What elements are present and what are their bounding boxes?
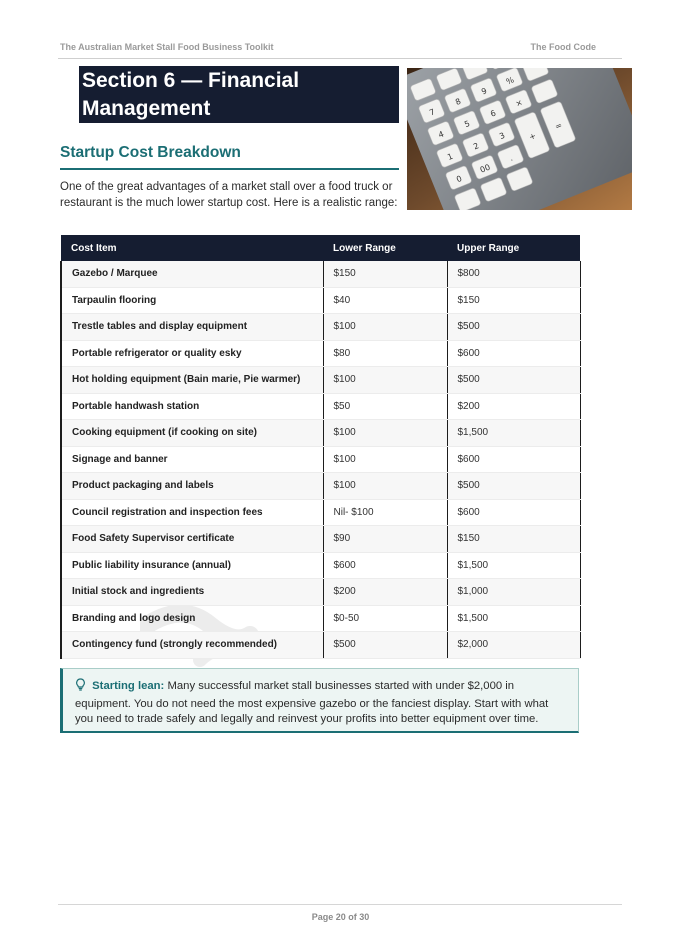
lower-range-cell: $100 bbox=[323, 420, 447, 447]
lower-range-cell: Nil- $100 bbox=[323, 499, 447, 526]
upper-range-cell: $150 bbox=[447, 526, 580, 553]
svg-text:+: + bbox=[527, 131, 538, 142]
table-header-row bbox=[61, 235, 580, 261]
svg-text:6: 6 bbox=[489, 108, 498, 119]
column-header-upper-range: Upper Range bbox=[447, 235, 580, 261]
svg-text:7: 7 bbox=[428, 107, 437, 118]
cost-item-cell: Contingency fund (strongly recommended) bbox=[61, 632, 323, 659]
running-header-brand: The Food Code bbox=[530, 42, 596, 52]
running-header-title: The Australian Market Stall Food Business Toolkit bbox=[60, 42, 274, 52]
table-row bbox=[61, 446, 580, 473]
table-row bbox=[61, 552, 580, 579]
table-row bbox=[61, 367, 580, 394]
lower-range-cell: $90 bbox=[323, 526, 447, 553]
subsection-underline bbox=[60, 168, 399, 170]
cost-item-cell: Trestle tables and display equipment bbox=[61, 314, 323, 341]
tip-callout bbox=[60, 668, 579, 733]
table-row bbox=[61, 605, 580, 632]
svg-text:00: 00 bbox=[478, 162, 492, 175]
lower-range-cell: $100 bbox=[323, 473, 447, 500]
callout-text: Many successful market stall businesses started with under $2,000 in equipment. You do not need the most expensive gazebo or the fanciest display. Start with what you need to trade safely and legally and reinvest your profits into better equipment over time. bbox=[75, 680, 549, 725]
upper-range-cell: $150 bbox=[447, 287, 580, 314]
table-row bbox=[61, 314, 580, 341]
cost-item-cell: Food Safety Supervisor certificate bbox=[61, 526, 323, 553]
intro-paragraph: One of the great advantages of a market stall over a food truck or restaurant is the much lower startup cost. Here is a realistic range: bbox=[60, 181, 398, 209]
upper-range-cell: $600 bbox=[447, 340, 580, 367]
svg-text:0: 0 bbox=[455, 174, 464, 185]
lower-range-cell: $600 bbox=[323, 552, 447, 579]
upper-range-cell: $2,000 bbox=[447, 632, 580, 659]
lower-range-cell: $500 bbox=[323, 632, 447, 659]
upper-range-cell: $600 bbox=[447, 446, 580, 473]
svg-text:1: 1 bbox=[446, 151, 455, 163]
cost-item-cell: Portable handwash station bbox=[61, 393, 323, 420]
svg-text:%: % bbox=[504, 75, 516, 87]
lower-range-cell: $100 bbox=[323, 367, 447, 394]
svg-text:9: 9 bbox=[480, 86, 489, 97]
header-divider bbox=[58, 58, 622, 59]
subsection-title: Startup Cost Breakdown bbox=[60, 144, 241, 161]
cost-item-cell: Initial stock and ingredients bbox=[61, 579, 323, 606]
cost-item-cell: Hot holding equipment (Bain marie, Pie warmer) bbox=[61, 367, 323, 394]
upper-range-cell: $500 bbox=[447, 367, 580, 394]
cost-item-cell: Portable refrigerator or quality esky bbox=[61, 340, 323, 367]
cost-item-cell: Council registration and inspection fees bbox=[61, 499, 323, 526]
calculator-photo bbox=[407, 68, 632, 210]
table-row bbox=[61, 287, 580, 314]
upper-range-cell: $800 bbox=[447, 261, 580, 287]
upper-range-cell: $1,500 bbox=[447, 605, 580, 632]
lower-range-cell: $50 bbox=[323, 393, 447, 420]
svg-text:2: 2 bbox=[472, 141, 481, 152]
cost-item-cell: Branding and logo design bbox=[61, 605, 323, 632]
callout-lead: Starting lean: bbox=[92, 680, 165, 692]
lower-range-cell: $0-50 bbox=[323, 605, 447, 632]
lower-range-cell: $40 bbox=[323, 287, 447, 314]
table-row bbox=[61, 393, 580, 420]
svg-text:4: 4 bbox=[437, 129, 446, 140]
cost-item-cell: Product packaging and labels bbox=[61, 473, 323, 500]
section-title: Section 6 — Financial Management bbox=[79, 66, 399, 123]
svg-text:8: 8 bbox=[454, 96, 463, 108]
lower-range-cell: $200 bbox=[323, 579, 447, 606]
upper-range-cell: $200 bbox=[447, 393, 580, 420]
cost-item-cell: Tarpaulin flooring bbox=[61, 287, 323, 314]
cost-item-cell: Signage and banner bbox=[61, 446, 323, 473]
table-row bbox=[61, 632, 580, 659]
upper-range-cell: $500 bbox=[447, 473, 580, 500]
svg-text:.: . bbox=[508, 153, 514, 163]
lower-range-cell: $80 bbox=[323, 340, 447, 367]
upper-range-cell: $600 bbox=[447, 499, 580, 526]
svg-text:3: 3 bbox=[498, 130, 507, 142]
lower-range-cell: $100 bbox=[323, 314, 447, 341]
table-row bbox=[61, 473, 580, 500]
upper-range-cell: $1,500 bbox=[447, 420, 580, 447]
table-row bbox=[61, 261, 580, 287]
column-header-cost-item: Cost Item bbox=[61, 235, 323, 261]
table-row bbox=[61, 526, 580, 553]
cost-item-cell: Gazebo / Marquee bbox=[61, 261, 323, 287]
cost-item-cell: Cooking equipment (if cooking on site) bbox=[61, 420, 323, 447]
table-row bbox=[61, 420, 580, 447]
footer-divider bbox=[58, 904, 622, 905]
svg-text:×: × bbox=[514, 97, 524, 109]
table-row bbox=[61, 340, 580, 367]
svg-text:5: 5 bbox=[463, 119, 472, 130]
table-row bbox=[61, 579, 580, 606]
page-number: Page 20 of 30 bbox=[311, 912, 370, 922]
cost-item-cell: Public liability insurance (annual) bbox=[61, 552, 323, 579]
column-header-lower-range: Lower Range bbox=[323, 235, 447, 261]
lightbulb-icon bbox=[75, 678, 86, 697]
startup-cost-table bbox=[60, 235, 581, 659]
upper-range-cell: $1,500 bbox=[447, 552, 580, 579]
upper-range-cell: $500 bbox=[447, 314, 580, 341]
svg-text:=: = bbox=[553, 120, 564, 132]
lower-range-cell: $100 bbox=[323, 446, 447, 473]
lower-range-cell: $150 bbox=[323, 261, 447, 287]
table-row bbox=[61, 499, 580, 526]
upper-range-cell: $1,000 bbox=[447, 579, 580, 606]
